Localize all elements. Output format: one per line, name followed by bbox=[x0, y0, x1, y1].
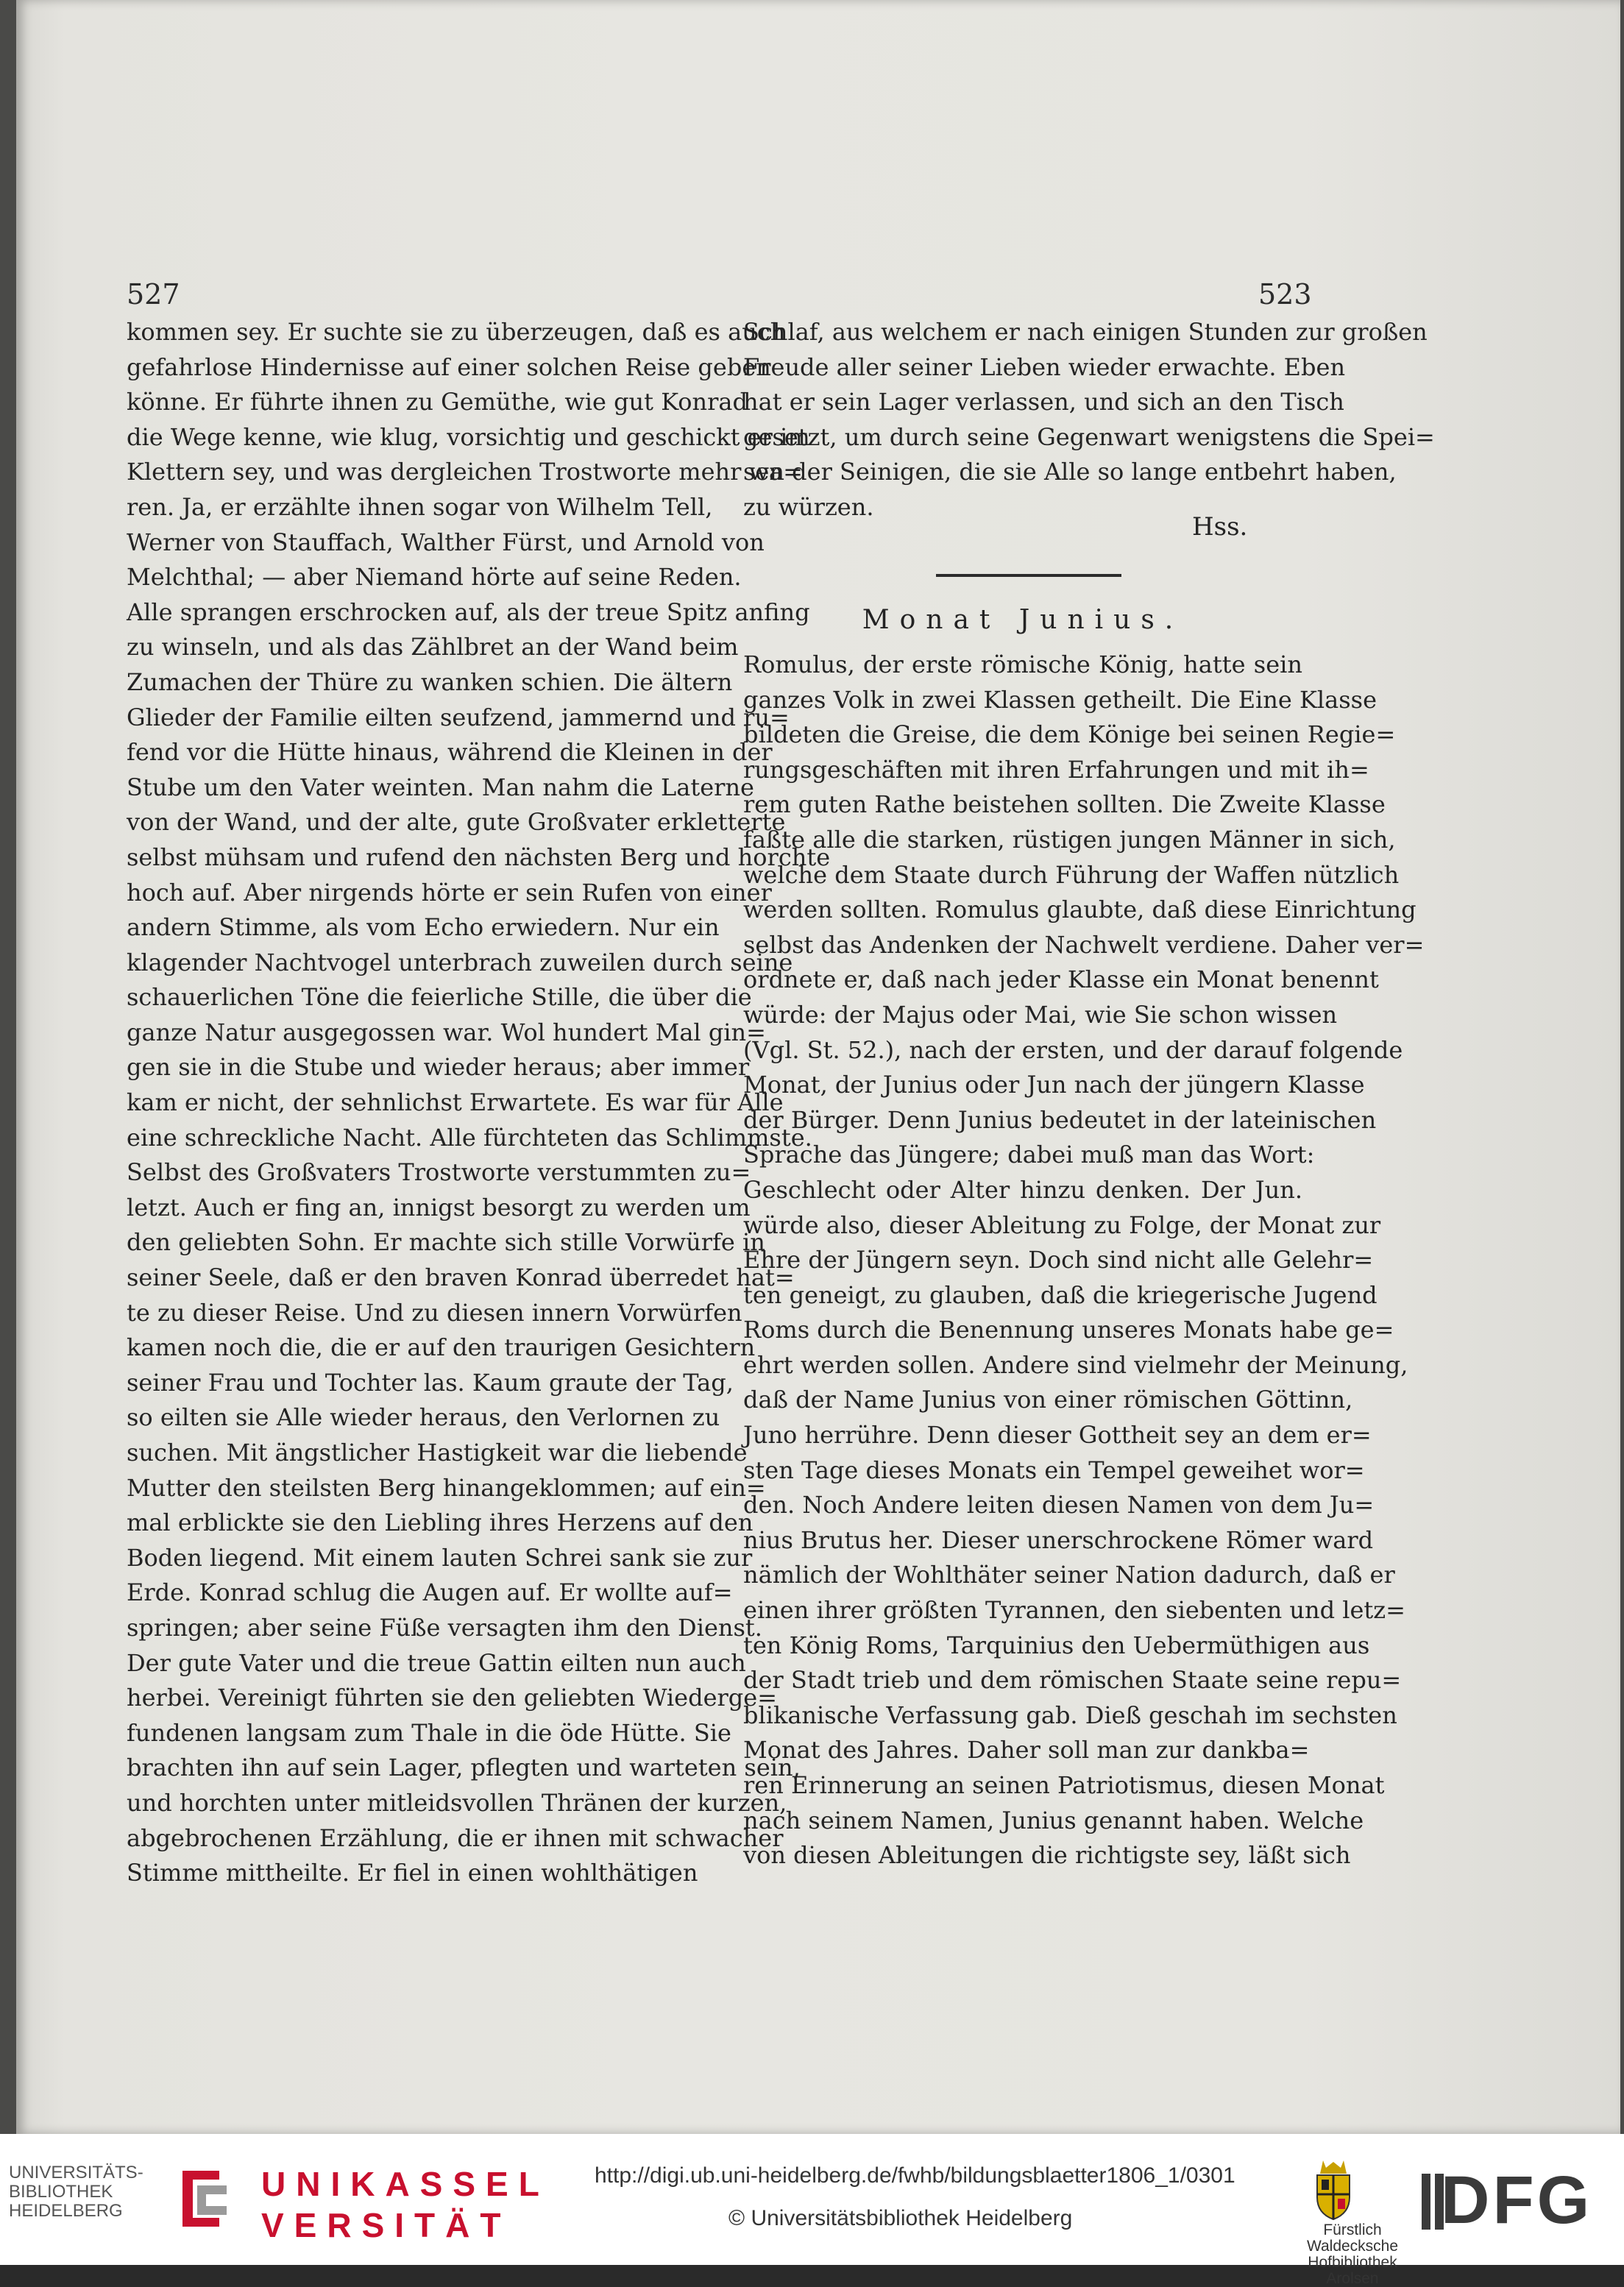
text-line: welche dem Staate durch Führung der Waffen nützlich bbox=[743, 860, 1400, 889]
text-line: Sprache das Jüngere; dabei muß man das Wort: bbox=[743, 1141, 1315, 1169]
waldeck-crest-icon bbox=[1311, 2157, 1355, 2221]
text-line: herbei. Vereinigt führten sie den geliebten Wiederge= bbox=[127, 1684, 778, 1712]
text-line: den geliebten Sohn. Er machte sich stille Vorwürfe in bbox=[127, 1228, 765, 1257]
text-line: zu winseln, und als das Zählbret an der Wand beim bbox=[127, 633, 739, 662]
ub-line: UNIVERSITÄTS- bbox=[9, 2163, 143, 2183]
text-line: gen sie in die Stube und wieder heraus; aber immer bbox=[127, 1053, 750, 1082]
text-line: Selbst des Großvaters Trostworte verstummten zu= bbox=[127, 1158, 751, 1187]
section-divider bbox=[936, 574, 1121, 577]
text-line: ten König Roms, Tarquinius den Uebermüthigen aus bbox=[743, 1631, 1370, 1659]
left-page-number: 527 bbox=[127, 278, 180, 311]
text-line: rem guten Rathe beistehen sollten. Die Zweite Klasse bbox=[743, 790, 1386, 819]
text-line: ehrt werden sollen. Andere sind vielmehr der Meinung, bbox=[743, 1350, 1408, 1379]
text-line: kamen noch die, die er auf den traurigen Gesichtern bbox=[127, 1333, 756, 1362]
text-line: faßte alle die starken, rüstigen jungen Männer in sich, bbox=[743, 825, 1396, 854]
text-line: selbst das Andenken der Nachwelt verdiene. Daher ver= bbox=[743, 930, 1425, 959]
ub-line: BIBLIOTHEK bbox=[9, 2182, 113, 2202]
text-line: (Vgl. St. 52.), nach der ersten, und der darauf folgende bbox=[743, 1035, 1403, 1064]
kassel-line: VERSITÄT bbox=[261, 2206, 511, 2244]
text-line: ren. Ja, er erzählte ihnen sogar von Wilhelm Tell, bbox=[127, 492, 713, 521]
ub-line: HEIDELBERG bbox=[9, 2201, 123, 2221]
text-line: fundenen langsam zum Thale in die öde Hütte. Sie bbox=[127, 1718, 731, 1747]
right-page-number: 523 bbox=[1258, 278, 1312, 311]
text-line: Freude aller seiner Lieben wieder erwachte. Eben bbox=[743, 352, 1346, 381]
waldeck-library-text bbox=[1286, 2222, 1419, 2287]
text-line: zu würzen. bbox=[743, 492, 874, 521]
right-text-column-section bbox=[743, 648, 1425, 1873]
text-line: seiner Seele, daß er den braven Konrad überredet hat= bbox=[127, 1263, 795, 1292]
text-line: rungsgeschäften mit ihren Erfahrungen und mit ih= bbox=[743, 755, 1369, 784]
footer-bar bbox=[0, 2134, 1624, 2287]
text-line: der Bürger. Denn Junius bedeutet in der lateinischen bbox=[743, 1105, 1377, 1134]
text-line: Erde. Konrad schlug die Augen auf. Er wollte auf= bbox=[127, 1578, 733, 1607]
text-line: Monat des Jahres. Daher soll man zur dankba= bbox=[743, 1736, 1310, 1765]
fw-line: Fürstlich Waldecksche bbox=[1306, 2222, 1399, 2255]
copyright-text: © Universitätsbibliothek Heidelberg bbox=[728, 2206, 1073, 2230]
text-line: abgebrochenen Erzählung, die er ihnen mit schwacher bbox=[127, 1823, 784, 1852]
text-line: der Stadt trieb und dem römischen Staate seine repu= bbox=[743, 1666, 1402, 1695]
text-line: blikanische Verfassung gab. Dieß geschah im sechsten bbox=[743, 1701, 1397, 1729]
text-line: Klettern sey, und was dergleichen Trostworte mehr wa= bbox=[127, 458, 803, 486]
text-line: selbst mühsam und rufend den nächsten Berg und horchte bbox=[127, 843, 831, 871]
text-line: ren Erinnerung an seinen Patriotismus, diesen Monat bbox=[743, 1771, 1385, 1799]
text-line: letzt. Auch er fing an, innigst besorgt zu werden um bbox=[127, 1193, 751, 1221]
text-line: Glieder der Familie eilten seufzend, jammernd und ru= bbox=[127, 703, 790, 731]
text-line: ordnete er, daß nach jeder Klasse ein Monat benennt bbox=[743, 965, 1379, 994]
text-line: fend vor die Hütte hinaus, während die Kleinen in der bbox=[127, 738, 773, 767]
text-line: nämlich der Wohlthäter seiner Nation dadurch, daß er bbox=[743, 1561, 1395, 1589]
text-line: und horchten unter mitleidsvollen Thränen der kurzen, bbox=[127, 1788, 787, 1817]
ub-heidelberg-text bbox=[9, 2163, 143, 2221]
text-line: von diesen Ableitungen die richtigste sey, läßt sich bbox=[743, 1841, 1351, 1870]
text-line: Melchthal; — aber Niemand hörte auf seine Reden. bbox=[127, 563, 742, 592]
text-line: Monat, der Junius oder Jun nach der jüngern Klasse bbox=[743, 1071, 1365, 1099]
text-line: brachten ihn auf sein Lager, pflegten und warteten sein, bbox=[127, 1754, 801, 1782]
text-line: Mutter den steilsten Berg hinangeklommen; auf ein= bbox=[127, 1473, 766, 1502]
text-line: suchen. Mit ängstlicher Hastigkeit war die liebende bbox=[127, 1439, 748, 1467]
ub-logo-icon bbox=[175, 2163, 234, 2234]
text-line: andern Stimme, als vom Echo erwiedern. Nur ein bbox=[127, 913, 720, 942]
text-line: nius Brutus her. Dieser unerschrockene Römer ward bbox=[743, 1525, 1374, 1554]
text-line: Stimme mittheilte. Er fiel in einen wohlthätigen bbox=[127, 1859, 698, 1887]
text-line: hat er sein Lager verlassen, und sich an den Tisch bbox=[743, 388, 1344, 416]
text-line: von der Wand, und der alte, gute Großvater erkletterte bbox=[127, 808, 786, 837]
text-line: ganze Natur ausgegossen war. Wol hundert Mal gin= bbox=[127, 1018, 766, 1046]
text-line: te zu dieser Reise. Und zu diesen innern Vorwürfen bbox=[127, 1298, 742, 1327]
document-url[interactable]: http://digi.ub.uni-heidelberg.de/fwhb/bildungsblaetter1806_1/0301 bbox=[595, 2163, 1235, 2188]
text-line: sten Tage dieses Monats ein Tempel geweihet wor= bbox=[743, 1455, 1365, 1484]
kassel-line: UNIKASSEL bbox=[261, 2165, 550, 2203]
right-text-column-top bbox=[743, 315, 1435, 525]
text-line: die Wege kenne, wie klug, vorsichtig und geschickt er im bbox=[127, 422, 810, 451]
text-line: Alle sprangen erschrocken auf, als der treue Spitz anfing bbox=[127, 598, 810, 626]
text-line: eine schreckliche Nacht. Alle fürchteten das Schlimmste. bbox=[127, 1123, 812, 1152]
section-title: Monat Junius. bbox=[862, 605, 1184, 635]
text-line: schauerlichen Töne die feierliche Stille, die über die bbox=[127, 983, 752, 1012]
text-line: werden sollten. Romulus glaubte, daß diese Einrichtung bbox=[743, 896, 1416, 924]
text-line: Stube um den Vater weinten. Man nahm die Laterne bbox=[127, 773, 754, 801]
text-line: den. Noch Andere leiten diesen Namen von dem Ju= bbox=[743, 1491, 1375, 1520]
dfg-logo: DFG bbox=[1441, 2163, 1593, 2238]
text-line: Werner von Stauffach, Walther Fürst, und Arnold von bbox=[127, 528, 765, 556]
text-line: ganzes Volk in zwei Klassen getheilt. Die Eine Klasse bbox=[743, 685, 1377, 714]
text-line: nach seinem Namen, Junius genannt haben. Welche bbox=[743, 1806, 1364, 1834]
text-line: kam er nicht, der sehnlichst Erwartete. Es war für Alle bbox=[127, 1088, 784, 1117]
text-line: Juno herrühre. Denn dieser Gottheit sey an dem er= bbox=[743, 1421, 1372, 1450]
text-line: springen; aber seine Füße versagten ihm den Dienst. bbox=[127, 1613, 762, 1642]
text-line: einen ihrer größten Tyrannen, den siebenten und letz= bbox=[743, 1596, 1405, 1625]
text-line: so eilten sie Alle wieder heraus, den Verlornen zu bbox=[127, 1403, 720, 1432]
text-line: könne. Er führte ihnen zu Gemüthe, wie gut Konrad bbox=[127, 388, 748, 416]
text-line: Schlaf, aus welchem er nach einigen Stunden zur großen bbox=[743, 318, 1428, 346]
text-line: Ehre der Jüngern seyn. Doch sind nicht alle Gelehr= bbox=[743, 1246, 1374, 1274]
text-line: Romulus, der erste römische König, hatte sein bbox=[743, 650, 1302, 678]
author-signature: Hss. bbox=[1192, 512, 1248, 542]
text-line: ten geneigt, zu glauben, daß die kriegerische Jugend bbox=[743, 1280, 1377, 1309]
text-line: Boden liegend. Mit einem lauten Schrei sank sie zur bbox=[127, 1543, 753, 1572]
text-line: Roms durch die Benennung unseres Monats habe ge= bbox=[743, 1316, 1394, 1344]
text-line: seiner Frau und Tochter las. Kaum graute der Tag, bbox=[127, 1368, 734, 1397]
text-line: Geschlecht oder Alter hinzu denken. Der Jun. bbox=[743, 1175, 1302, 1204]
text-line: daß der Name Junius von einer römischen Göttinn, bbox=[743, 1386, 1353, 1414]
text-line: mal erblickte sie den Liebling ihres Herzens auf den bbox=[127, 1508, 754, 1537]
text-line: würde also, dieser Ableitung zu Folge, der Monat zur bbox=[743, 1210, 1381, 1239]
text-line: bildeten die Greise, die dem Könige bei seinen Regie= bbox=[743, 720, 1396, 749]
text-line: sen der Seinigen, die sie Alle so lange entbehrt haben, bbox=[743, 458, 1397, 486]
text-line: kommen sey. Er suchte sie zu überzeugen, daß es auch bbox=[127, 318, 786, 346]
fw-line: Hofbibliothek Arolsen bbox=[1308, 2254, 1397, 2287]
text-line: klagender Nachtvogel unterbrach zuweilen durch seine bbox=[127, 948, 793, 976]
text-line: Zumachen der Thüre zu wanken schien. Die ältern bbox=[127, 667, 733, 696]
uni-kassel-logo bbox=[261, 2163, 550, 2246]
text-line: gesetzt, um durch seine Gegenwart wenigstens die Spei= bbox=[743, 422, 1435, 451]
text-line: Der gute Vater und die treue Gattin eilten nun auch bbox=[127, 1648, 746, 1677]
text-line: würde: der Majus oder Mai, wie Sie schon wissen bbox=[743, 1000, 1338, 1029]
text-line: hoch auf. Aber nirgends hörte er sein Rufen von einer bbox=[127, 878, 772, 907]
text-line: gefahrlose Hindernisse auf einer solchen Reise geben bbox=[127, 352, 771, 381]
